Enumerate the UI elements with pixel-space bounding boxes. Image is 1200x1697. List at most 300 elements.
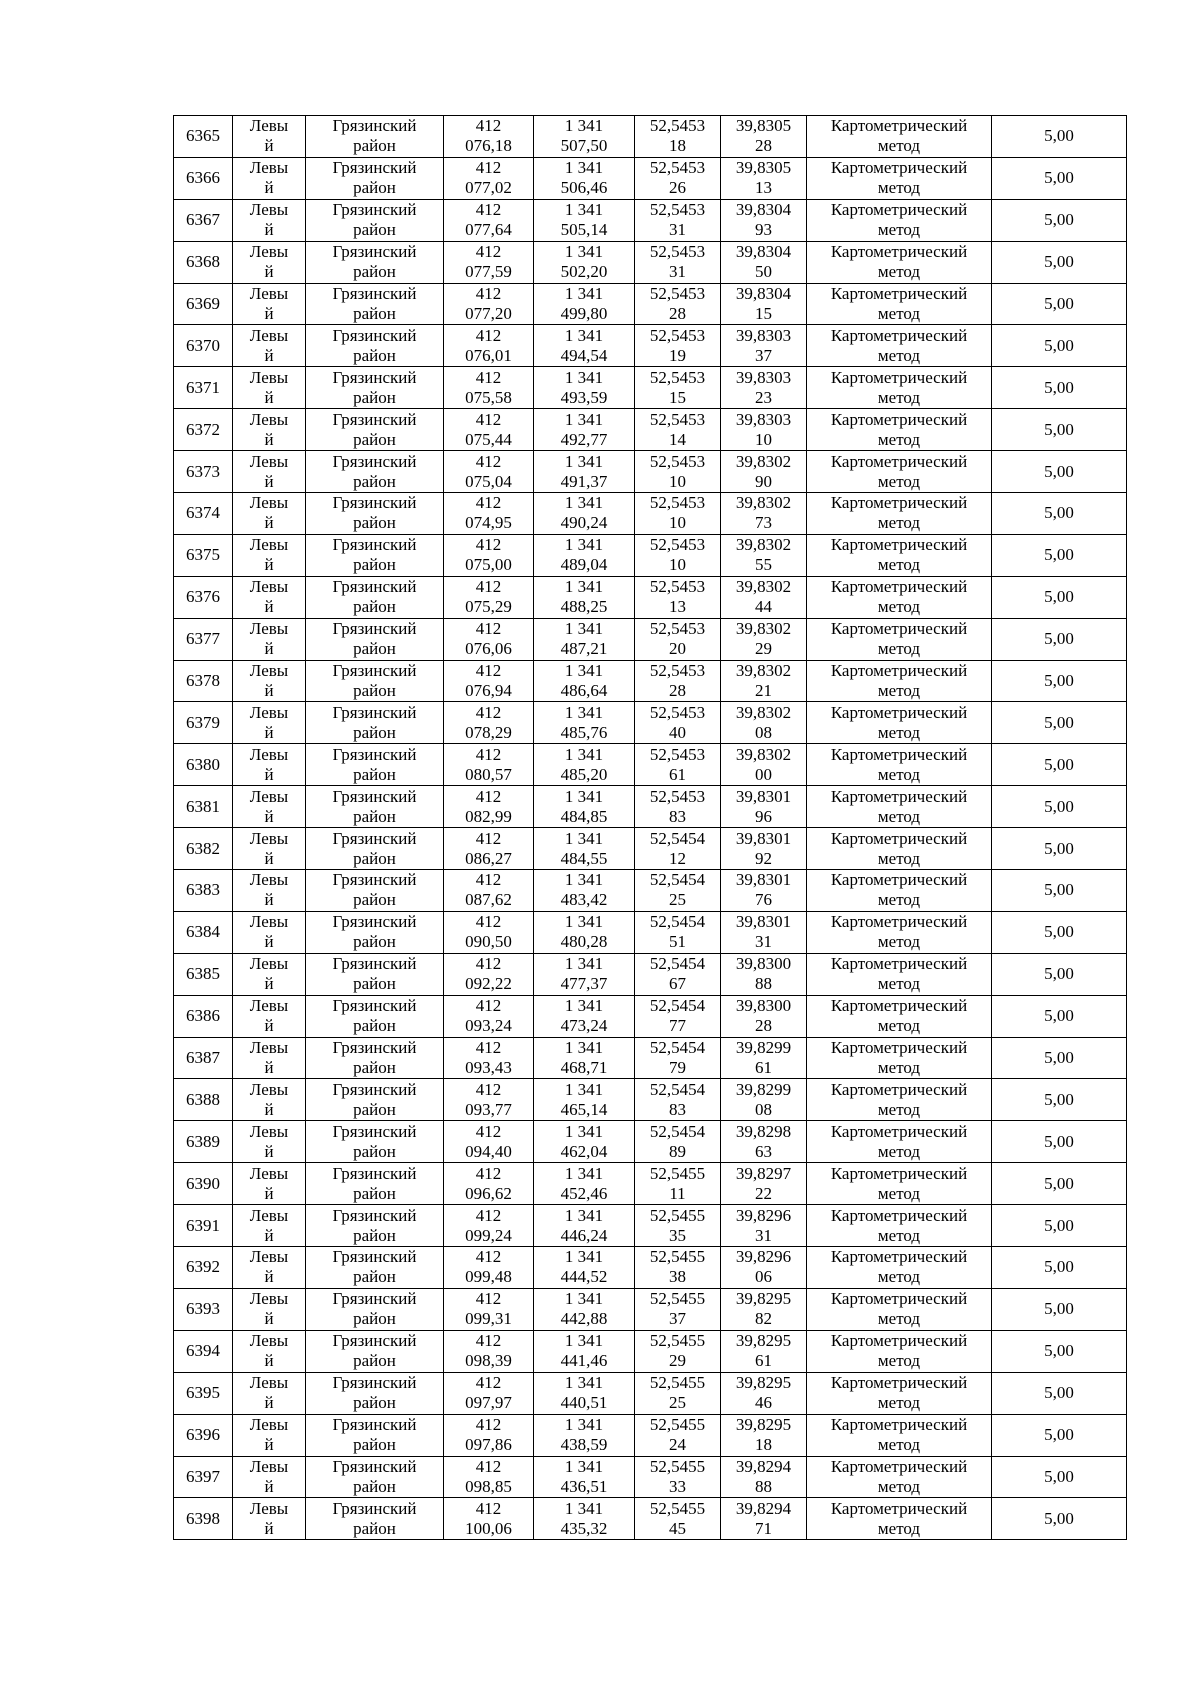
y-coordinate-line: 1 341 — [564, 535, 604, 555]
latitude-line: 52,5453 — [649, 619, 706, 639]
latitude-line: 52,5455 — [649, 1205, 706, 1225]
longitude-cell — [721, 1163, 807, 1205]
table-row — [174, 1163, 1127, 1205]
bank-side-line: Левы — [249, 116, 289, 136]
point-number-cell: 6372 — [174, 409, 233, 451]
longitude-line: 31 — [755, 1225, 772, 1245]
y-coordinate-line: 1 341 — [564, 661, 604, 681]
point-number-cell: 6370 — [174, 325, 233, 367]
accuracy-cell: 5,00 — [992, 660, 1127, 702]
x-coordinate-line: 412 — [475, 451, 502, 471]
district-line: район — [353, 471, 396, 491]
district-line: Грязинский — [332, 409, 417, 429]
x-coordinate-line: 412 — [475, 786, 502, 806]
longitude-line: 39,8295 — [735, 1289, 792, 1309]
district-cell — [306, 911, 444, 953]
x-coordinate-line: 412 — [475, 828, 502, 848]
district-line: Грязинский — [332, 116, 417, 136]
y-coordinate-cell — [534, 1288, 635, 1330]
bank-side-line: Левы — [249, 954, 289, 974]
bank-side-line: й — [264, 1393, 274, 1413]
latitude-line: 40 — [669, 722, 686, 742]
district-line: район — [353, 1518, 396, 1538]
longitude-cell — [721, 534, 807, 576]
table-row — [174, 451, 1127, 493]
bank-side-cell — [233, 953, 306, 995]
x-coordinate-line: 097,97 — [465, 1393, 512, 1413]
bank-side-line: й — [264, 429, 274, 449]
method-cell — [807, 283, 992, 325]
bank-side-line: й — [264, 681, 274, 701]
latitude-cell — [635, 534, 721, 576]
method-line: Картометрический — [830, 325, 968, 345]
point-number-cell: 6365 — [174, 116, 233, 158]
y-coordinate-cell — [534, 493, 635, 535]
table-row — [174, 911, 1127, 953]
x-coordinate-cell — [444, 576, 534, 618]
longitude-cell — [721, 116, 807, 158]
bank-side-line: Левы — [249, 1415, 289, 1435]
latitude-line: 13 — [669, 597, 686, 617]
x-coordinate-line: 098,85 — [465, 1476, 512, 1496]
longitude-cell — [721, 828, 807, 870]
method-line: метод — [877, 932, 921, 952]
bank-side-line: й — [264, 220, 274, 240]
y-coordinate-line: 1 341 — [564, 996, 604, 1016]
latitude-cell — [635, 660, 721, 702]
y-coordinate-line: 1 341 — [564, 870, 604, 890]
method-line: Картометрический — [830, 996, 968, 1016]
longitude-line: 76 — [755, 890, 772, 910]
bank-side-line: Левы — [249, 1498, 289, 1518]
bank-side-cell — [233, 870, 306, 912]
longitude-line: 29 — [755, 639, 772, 659]
x-coordinate-line: 412 — [475, 1456, 502, 1476]
y-coordinate-line: 502,20 — [560, 262, 608, 282]
longitude-line: 39,8302 — [735, 493, 792, 513]
bank-side-line: Левы — [249, 1373, 289, 1393]
table-row — [174, 116, 1127, 158]
latitude-line: 11 — [669, 1183, 686, 1203]
bank-side-cell — [233, 618, 306, 660]
longitude-line: 90 — [755, 471, 772, 491]
latitude-line: 15 — [669, 387, 686, 407]
method-line: метод — [877, 1309, 921, 1329]
method-line: Картометрический — [830, 1079, 968, 1099]
y-coordinate-line: 483,42 — [560, 890, 608, 910]
x-coordinate-cell — [444, 283, 534, 325]
latitude-line: 83 — [669, 806, 686, 826]
latitude-cell — [635, 241, 721, 283]
latitude-line: 52,5455 — [649, 1373, 706, 1393]
method-line: Картометрический — [830, 284, 968, 303]
district-line: район — [353, 722, 396, 742]
latitude-line: 31 — [669, 262, 686, 282]
accuracy-cell: 5,00 — [992, 367, 1127, 409]
bank-side-line: й — [264, 806, 274, 826]
y-coordinate-line: 1 341 — [564, 744, 604, 764]
latitude-line: 77 — [669, 1016, 686, 1036]
x-coordinate-line: 086,27 — [465, 848, 512, 868]
x-coordinate-line: 412 — [475, 325, 502, 345]
district-cell — [306, 1205, 444, 1247]
latitude-line: 52,5453 — [649, 158, 706, 178]
method-line: метод — [877, 136, 921, 156]
district-line: Грязинский — [332, 1247, 417, 1267]
method-cell — [807, 534, 992, 576]
district-line: район — [353, 764, 396, 784]
latitude-line: 52,5455 — [649, 1415, 706, 1435]
y-coordinate-line: 507,50 — [560, 136, 608, 156]
bank-side-line: й — [264, 932, 274, 952]
table-row — [174, 953, 1127, 995]
latitude-line: 52,5455 — [649, 1247, 706, 1267]
y-coordinate-line: 1 341 — [564, 619, 604, 639]
y-coordinate-line: 490,24 — [560, 513, 608, 533]
latitude-line: 52,5453 — [649, 493, 706, 513]
x-coordinate-line: 412 — [475, 284, 502, 303]
method-line: метод — [877, 848, 921, 868]
district-cell — [306, 325, 444, 367]
y-coordinate-line: 491,37 — [560, 471, 608, 491]
y-coordinate-cell — [534, 534, 635, 576]
longitude-line: 88 — [755, 1476, 772, 1496]
district-cell — [306, 576, 444, 618]
y-coordinate-cell — [534, 995, 635, 1037]
x-coordinate-line: 412 — [475, 702, 502, 722]
y-coordinate-line: 473,24 — [560, 1016, 608, 1036]
longitude-cell — [721, 157, 807, 199]
table-row — [174, 1079, 1127, 1121]
y-coordinate-line: 492,77 — [560, 429, 608, 449]
x-coordinate-line: 100,06 — [465, 1518, 512, 1538]
method-line: Картометрический — [830, 619, 968, 639]
x-coordinate-cell — [444, 409, 534, 451]
latitude-cell — [635, 493, 721, 535]
latitude-line: 45 — [669, 1518, 686, 1538]
bank-side-line: Левы — [249, 409, 289, 429]
district-line: район — [353, 1099, 396, 1119]
method-line: метод — [877, 597, 921, 617]
table-row — [174, 1372, 1127, 1414]
table-row — [174, 325, 1127, 367]
y-coordinate-cell — [534, 325, 635, 367]
longitude-cell — [721, 786, 807, 828]
bank-side-cell — [233, 199, 306, 241]
bank-side-line: й — [264, 974, 274, 994]
y-coordinate-line: 1 341 — [564, 1289, 604, 1309]
table-row — [174, 576, 1127, 618]
district-cell — [306, 870, 444, 912]
table-row — [174, 1288, 1127, 1330]
x-coordinate-line: 412 — [475, 158, 502, 178]
bank-side-line: Левы — [249, 1205, 289, 1225]
longitude-cell — [721, 1414, 807, 1456]
district-cell — [306, 409, 444, 451]
longitude-line: 22 — [755, 1183, 772, 1203]
latitude-line: 52,5453 — [649, 242, 706, 262]
x-coordinate-cell — [444, 870, 534, 912]
latitude-line: 52,5454 — [649, 1121, 706, 1141]
bank-side-line: й — [264, 555, 274, 575]
latitude-cell — [635, 1372, 721, 1414]
x-coordinate-line: 087,62 — [465, 890, 512, 910]
longitude-cell — [721, 199, 807, 241]
method-line: Картометрический — [830, 786, 968, 806]
x-coordinate-line: 074,95 — [465, 513, 512, 533]
longitude-line: 39,8303 — [735, 325, 792, 345]
district-line: Грязинский — [332, 912, 417, 932]
method-cell — [807, 702, 992, 744]
district-line: Грязинский — [332, 493, 417, 513]
y-coordinate-line: 442,88 — [560, 1309, 608, 1329]
x-coordinate-line: 412 — [475, 535, 502, 555]
bank-side-line: Левы — [249, 1163, 289, 1183]
bank-side-line: й — [264, 1016, 274, 1036]
bank-side-line: Левы — [249, 828, 289, 848]
method-line: метод — [877, 974, 921, 994]
longitude-line: 39,8300 — [735, 954, 792, 974]
y-coordinate-line: 1 341 — [564, 1331, 604, 1351]
x-coordinate-line: 412 — [475, 1079, 502, 1099]
longitude-line: 39,8295 — [735, 1373, 792, 1393]
method-line: метод — [877, 262, 921, 282]
x-coordinate-line: 082,99 — [465, 806, 512, 826]
accuracy-cell: 5,00 — [992, 409, 1127, 451]
x-coordinate-line: 077,20 — [465, 304, 512, 323]
accuracy-cell: 5,00 — [992, 1163, 1127, 1205]
method-line: метод — [877, 681, 921, 701]
x-coordinate-cell — [444, 325, 534, 367]
longitude-line: 15 — [755, 304, 772, 323]
district-line: Грязинский — [332, 1163, 417, 1183]
longitude-cell — [721, 1372, 807, 1414]
method-cell — [807, 1247, 992, 1289]
bank-side-line: й — [264, 178, 274, 198]
latitude-line: 12 — [669, 848, 686, 868]
latitude-line: 52,5455 — [649, 1331, 706, 1351]
bank-side-cell — [233, 283, 306, 325]
district-line: Грязинский — [332, 200, 417, 220]
y-coordinate-cell — [534, 786, 635, 828]
x-coordinate-line: 412 — [475, 1121, 502, 1141]
y-coordinate-line: 435,32 — [560, 1518, 608, 1538]
y-coordinate-line: 1 341 — [564, 325, 604, 345]
y-coordinate-cell — [534, 828, 635, 870]
district-line: район — [353, 1476, 396, 1496]
longitude-line: 39,8301 — [735, 912, 792, 932]
longitude-cell — [721, 702, 807, 744]
bank-side-line: Левы — [249, 744, 289, 764]
accuracy-cell: 5,00 — [992, 1498, 1127, 1540]
bank-side-cell — [233, 1121, 306, 1163]
y-coordinate-line: 1 341 — [564, 828, 604, 848]
longitude-line: 28 — [755, 1016, 772, 1036]
y-coordinate-line: 488,25 — [560, 597, 608, 617]
longitude-line: 71 — [755, 1518, 772, 1538]
district-line: район — [353, 178, 396, 198]
method-cell — [807, 995, 992, 1037]
longitude-line: 39,8301 — [735, 828, 792, 848]
latitude-line: 52,5454 — [649, 954, 706, 974]
latitude-cell — [635, 953, 721, 995]
point-number-cell: 6382 — [174, 828, 233, 870]
bank-side-line: й — [264, 1309, 274, 1329]
method-line: метод — [877, 513, 921, 533]
district-cell — [306, 1079, 444, 1121]
district-cell — [306, 1288, 444, 1330]
latitude-cell — [635, 199, 721, 241]
y-coordinate-line: 462,04 — [560, 1141, 608, 1161]
table-row — [174, 660, 1127, 702]
method-cell — [807, 1079, 992, 1121]
x-coordinate-cell — [444, 534, 534, 576]
method-cell — [807, 199, 992, 241]
accuracy-cell: 5,00 — [992, 283, 1127, 325]
district-cell — [306, 157, 444, 199]
point-number-cell: 6387 — [174, 1037, 233, 1079]
latitude-cell — [635, 1288, 721, 1330]
latitude-cell — [635, 1121, 721, 1163]
method-cell — [807, 116, 992, 158]
longitude-line: 61 — [755, 1058, 772, 1078]
bank-side-cell — [233, 1456, 306, 1498]
method-line: метод — [877, 1518, 921, 1538]
district-line: район — [353, 1435, 396, 1455]
district-line: Грязинский — [332, 619, 417, 639]
district-line: Грязинский — [332, 535, 417, 555]
latitude-line: 52,5454 — [649, 1038, 706, 1058]
table-row — [174, 702, 1127, 744]
latitude-line: 29 — [669, 1351, 686, 1371]
longitude-line: 31 — [755, 932, 772, 952]
accuracy-cell: 5,00 — [992, 1121, 1127, 1163]
longitude-line: 93 — [755, 220, 772, 240]
point-number-cell: 6371 — [174, 367, 233, 409]
y-coordinate-cell — [534, 283, 635, 325]
latitude-cell — [635, 995, 721, 1037]
method-line: Картометрический — [830, 661, 968, 681]
point-number-cell: 6377 — [174, 618, 233, 660]
y-coordinate-cell — [534, 1372, 635, 1414]
x-coordinate-line: 075,44 — [465, 429, 512, 449]
longitude-line: 06 — [755, 1267, 772, 1287]
method-cell — [807, 1372, 992, 1414]
longitude-cell — [721, 744, 807, 786]
method-line: Картометрический — [830, 1415, 968, 1435]
latitude-cell — [635, 283, 721, 325]
latitude-line: 52,5454 — [649, 912, 706, 932]
method-cell — [807, 451, 992, 493]
longitude-cell — [721, 1330, 807, 1372]
x-coordinate-cell — [444, 618, 534, 660]
bank-side-cell — [233, 1247, 306, 1289]
bank-side-cell — [233, 534, 306, 576]
bank-side-line: Левы — [249, 284, 289, 303]
method-line: Картометрический — [830, 870, 968, 890]
bank-side-cell — [233, 1079, 306, 1121]
method-cell — [807, 493, 992, 535]
x-coordinate-line: 093,77 — [465, 1099, 512, 1119]
y-coordinate-line: 1 341 — [564, 1038, 604, 1058]
x-coordinate-cell — [444, 1163, 534, 1205]
latitude-line: 52,5454 — [649, 870, 706, 890]
method-cell — [807, 1414, 992, 1456]
longitude-line: 08 — [755, 722, 772, 742]
y-coordinate-cell — [534, 576, 635, 618]
bank-side-line: Левы — [249, 1247, 289, 1267]
point-number-cell: 6383 — [174, 870, 233, 912]
longitude-cell — [721, 953, 807, 995]
longitude-line: 28 — [755, 136, 772, 156]
latitude-line: 83 — [669, 1099, 686, 1119]
bank-side-line: й — [264, 1351, 274, 1371]
district-line: Грязинский — [332, 1079, 417, 1099]
longitude-line: 39,8302 — [735, 661, 792, 681]
longitude-line: 39,8303 — [735, 367, 792, 387]
district-cell — [306, 493, 444, 535]
bank-side-line: й — [264, 345, 274, 365]
x-coordinate-line: 080,57 — [465, 764, 512, 784]
method-line: метод — [877, 1058, 921, 1078]
accuracy-cell: 5,00 — [992, 995, 1127, 1037]
point-number-cell: 6379 — [174, 702, 233, 744]
latitude-line: 51 — [669, 932, 686, 952]
district-line: район — [353, 1058, 396, 1078]
accuracy-cell: 5,00 — [992, 451, 1127, 493]
bank-side-line: й — [264, 1267, 274, 1287]
method-line: метод — [877, 1351, 921, 1371]
table-row — [174, 1498, 1127, 1540]
x-coordinate-cell — [444, 702, 534, 744]
bank-side-line: Левы — [249, 325, 289, 345]
bank-side-line: Левы — [249, 242, 289, 262]
method-line: Картометрический — [830, 912, 968, 932]
y-coordinate-line: 1 341 — [564, 1205, 604, 1225]
district-line: район — [353, 262, 396, 282]
bank-side-line: Левы — [249, 1121, 289, 1141]
district-line: Грязинский — [332, 242, 417, 262]
table-row — [174, 1247, 1127, 1289]
y-coordinate-line: 1 341 — [564, 1163, 604, 1183]
y-coordinate-cell — [534, 1498, 635, 1540]
accuracy-cell: 5,00 — [992, 576, 1127, 618]
table-row — [174, 241, 1127, 283]
y-coordinate-cell — [534, 1163, 635, 1205]
latitude-line: 52,5454 — [649, 828, 706, 848]
point-number-cell: 6390 — [174, 1163, 233, 1205]
method-line: метод — [877, 555, 921, 575]
method-line: метод — [877, 764, 921, 784]
bank-side-line: Левы — [249, 661, 289, 681]
district-line: район — [353, 890, 396, 910]
y-coordinate-cell — [534, 451, 635, 493]
x-coordinate-line: 412 — [475, 954, 502, 974]
coordinates-table — [173, 115, 1127, 1540]
district-line: Грязинский — [332, 325, 417, 345]
bank-side-cell — [233, 451, 306, 493]
x-coordinate-line: 412 — [475, 1498, 502, 1518]
district-cell — [306, 953, 444, 995]
latitude-line: 61 — [669, 764, 686, 784]
bank-side-line: Левы — [249, 786, 289, 806]
longitude-cell — [721, 1247, 807, 1289]
x-coordinate-line: 412 — [475, 619, 502, 639]
bank-side-line: Левы — [249, 1289, 289, 1309]
x-coordinate-line: 075,00 — [465, 555, 512, 575]
point-number-cell: 6380 — [174, 744, 233, 786]
table-row — [174, 367, 1127, 409]
